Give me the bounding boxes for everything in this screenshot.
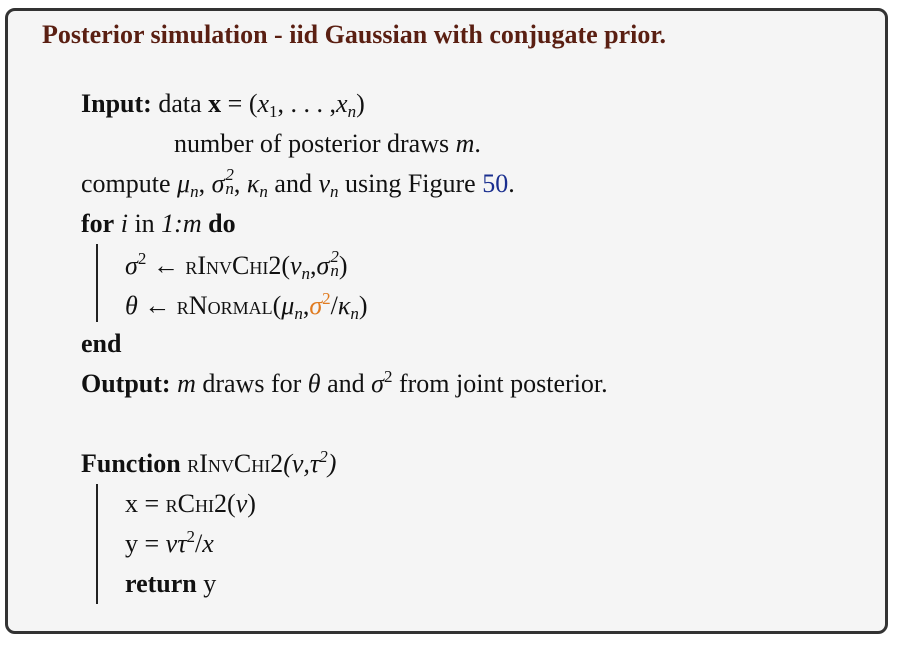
- function-body-bar: [96, 484, 98, 604]
- loop-stmt-2: θ ← $rNormal(\mu_n,\sigma^2/\kappa_n)$: [125, 289, 368, 323]
- function-name: rInvChi2: [187, 449, 284, 478]
- output-line: Output: m draws for θ and $\sigma^2$ from joint posterior.: [81, 367, 608, 398]
- input-line-2: number of posterior draws m.: [174, 129, 481, 158]
- function-header: Function $rInvChi2(\nu,\tau^2)$: [81, 447, 337, 478]
- function-line-1: x = rChi2(ν): [125, 489, 256, 518]
- input-line: [81, 88, 365, 120]
- for-line: for i in 1:m do: [81, 209, 236, 238]
- mu-n: $\mu_n$: [177, 169, 199, 201]
- rnormal-fn: rNormal: [176, 291, 273, 320]
- input-data-text: data: [158, 89, 202, 118]
- algorithm-title: Posterior simulation - iid Gaussian with conjugate prior.: [42, 20, 667, 49]
- rinvchi2-fn: rInvChi2: [185, 251, 282, 280]
- end-keyword: end: [81, 329, 122, 358]
- loop-body-bar: [96, 244, 98, 322]
- loop-stmt-1: $\sigma^2$ ← $rInvChi2(\nu_n,\sigma$ 2 n ): [125, 247, 348, 283]
- input-data-var: x: [208, 89, 222, 118]
- input-draws-var: m: [455, 129, 475, 158]
- input-label: Input:: [81, 89, 152, 118]
- rchi2-fn: rChi2: [165, 489, 228, 518]
- compute-line: compute $\mu_n$, σ 2 n , $\kappa_n$ and $\nu_n$ using Figure 50.: [81, 165, 515, 201]
- function-line-2: $y = \nu\tau^2/x$: [125, 527, 214, 558]
- input-tuple: ($x_1$, . . . $,x_n$): [248, 89, 365, 121]
- sigma-n-squared: σ 2 n: [211, 165, 234, 199]
- input-eq: =: [227, 89, 243, 118]
- sigma-squared-highlight: $\sigma^2$: [309, 289, 331, 320]
- figure-ref-link[interactable]: 50: [482, 169, 509, 198]
- nu-n: $\nu_n$: [318, 169, 339, 201]
- kappa-n: $\kappa_n$: [246, 169, 268, 201]
- return-line: return y: [125, 569, 217, 598]
- input-draws-text: number of posterior draws: [174, 129, 450, 158]
